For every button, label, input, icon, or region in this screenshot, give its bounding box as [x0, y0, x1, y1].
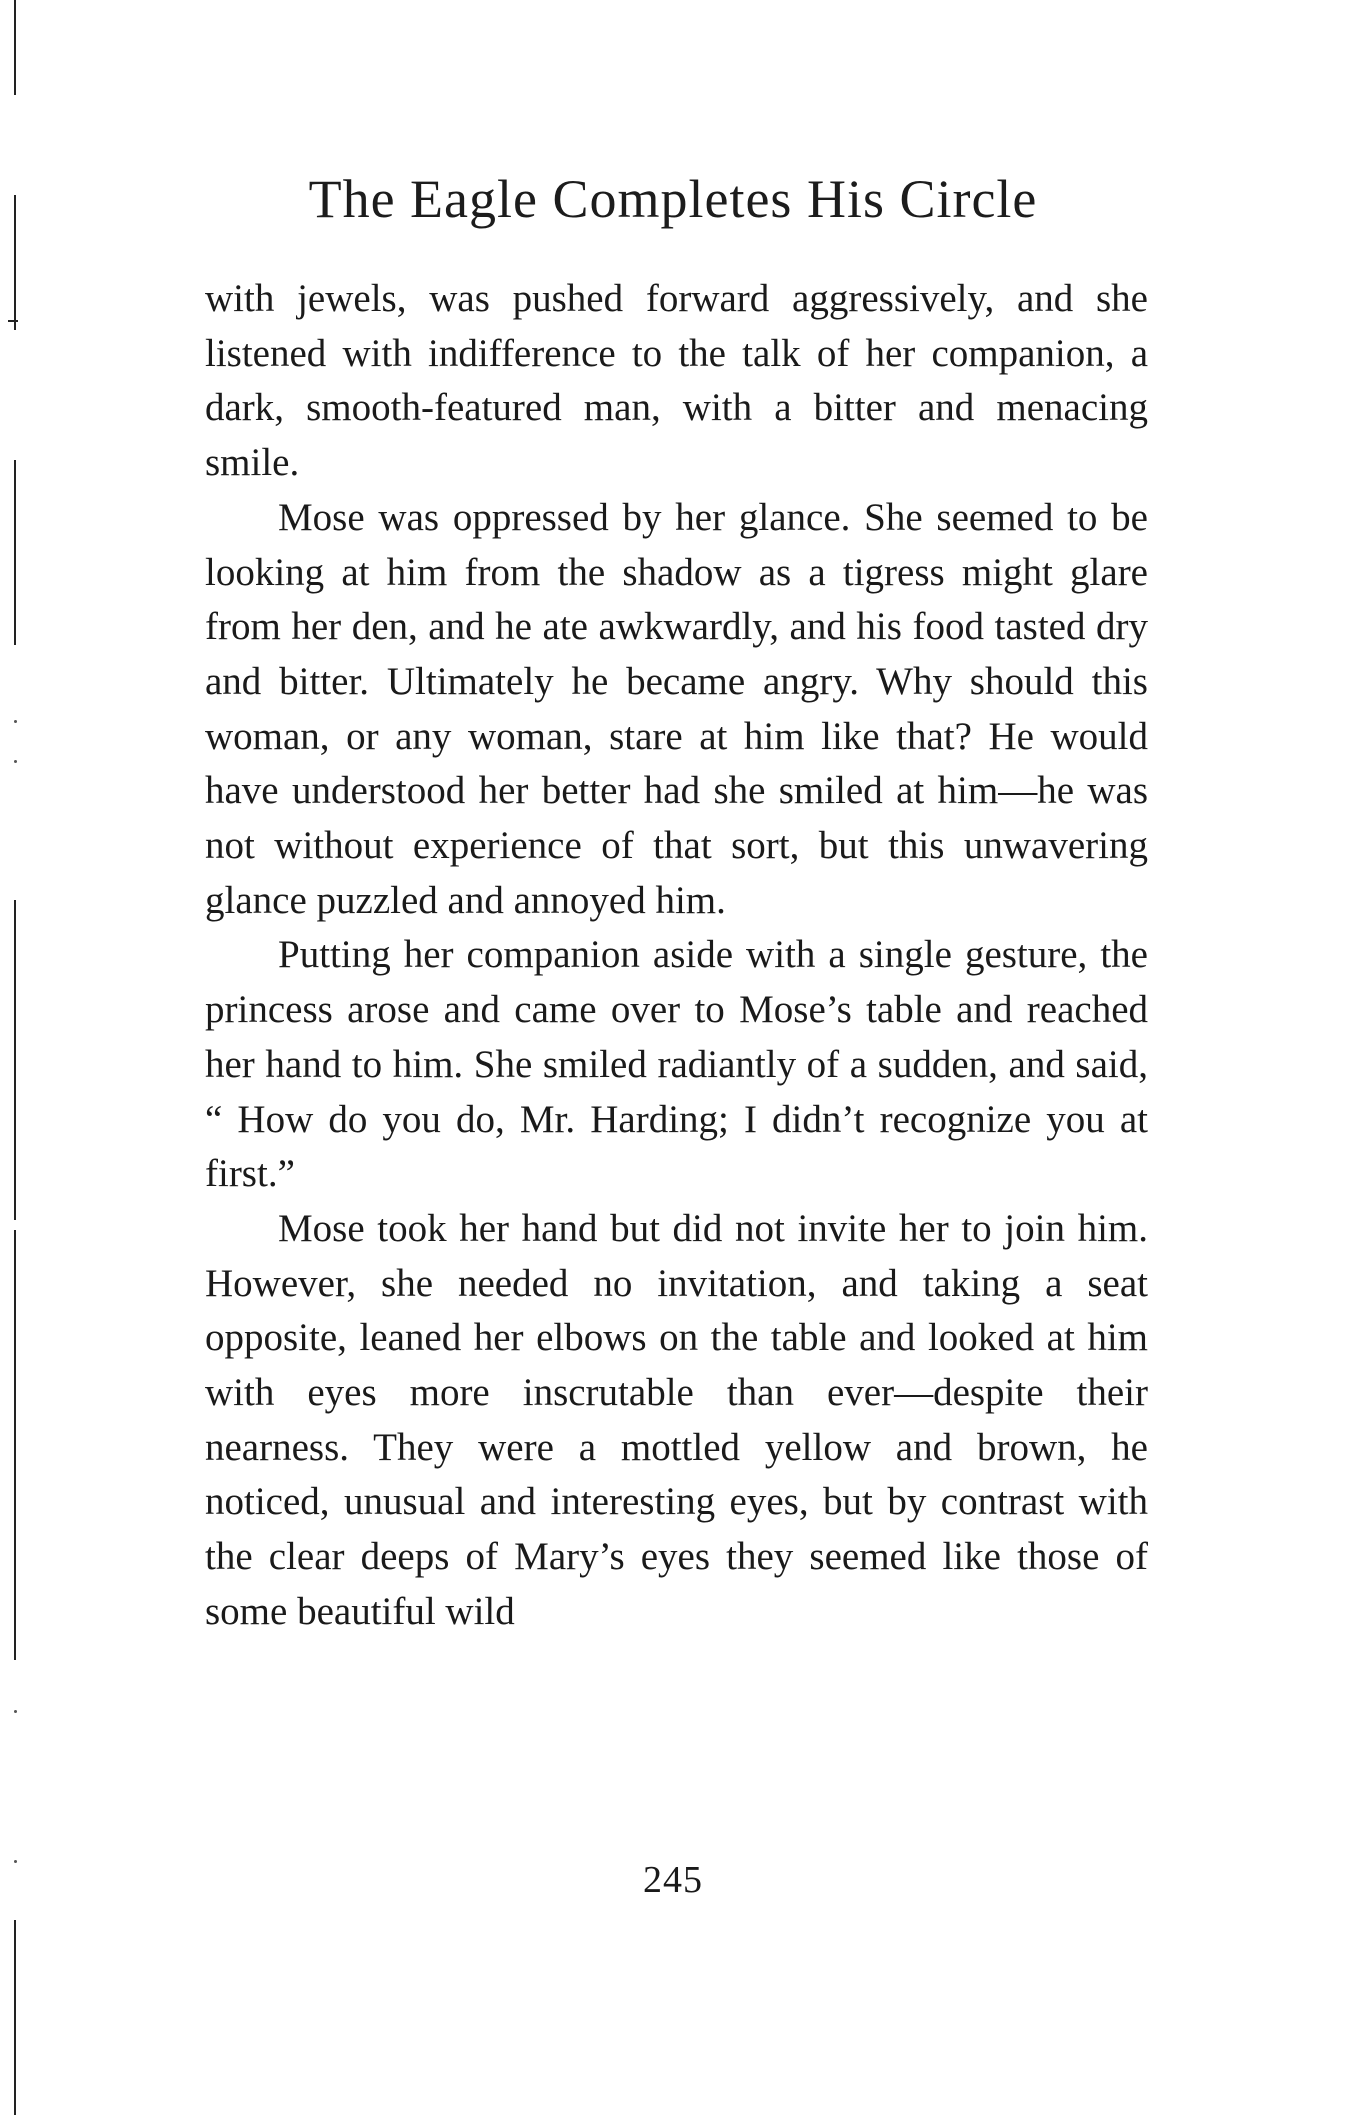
- paragraph: Putting her companion aside with a single gesture, the princess arose and came over to Mose’s table and reached her hand to him. She smiled radiantly of a sudden, and said, “ How do you do, Mr. Harding; I didn’t recognize you at first.”: [205, 933, 1148, 1196]
- paragraph: Mose was oppressed by her glance. She seemed to be looking at him from the shadow as a tigress might glare from her den, and he ate awkwardly, and his food tasted dry and bitter. Ultimately he became angry. Why should this woman, or any woman, stare at him like that? He would have understood her better had she smiled at him—he was not without experience of that sort, but this unwavering glance puzzled and annoyed him.: [205, 495, 1148, 922]
- body-text: [205, 272, 1148, 1640]
- running-head: The Eagle Completes His Circle: [308, 169, 1038, 229]
- paragraph: Mose took her hand but did not invite her to join him. However, she needed no invitation, and taking a seat opposite, leaned her elbows on the table and looked at him with eyes more inscrutable than ever—despite their nearness. They were a mottled yellow and brown, he noticed, unusual and interesting eyes, but by contrast with the clear deeps of Mary’s eyes they seemed like those of some beautiful wild: [205, 1206, 1148, 1633]
- paragraph: with jewels, was pushed forward aggressively, and she listened with indifference to the talk of her companion, a dark, smooth-featured man, with a bitter and menacing smile.: [205, 277, 1148, 485]
- page-number: 245: [643, 1859, 703, 1901]
- scan-edge-artifact: [8, 0, 22, 2115]
